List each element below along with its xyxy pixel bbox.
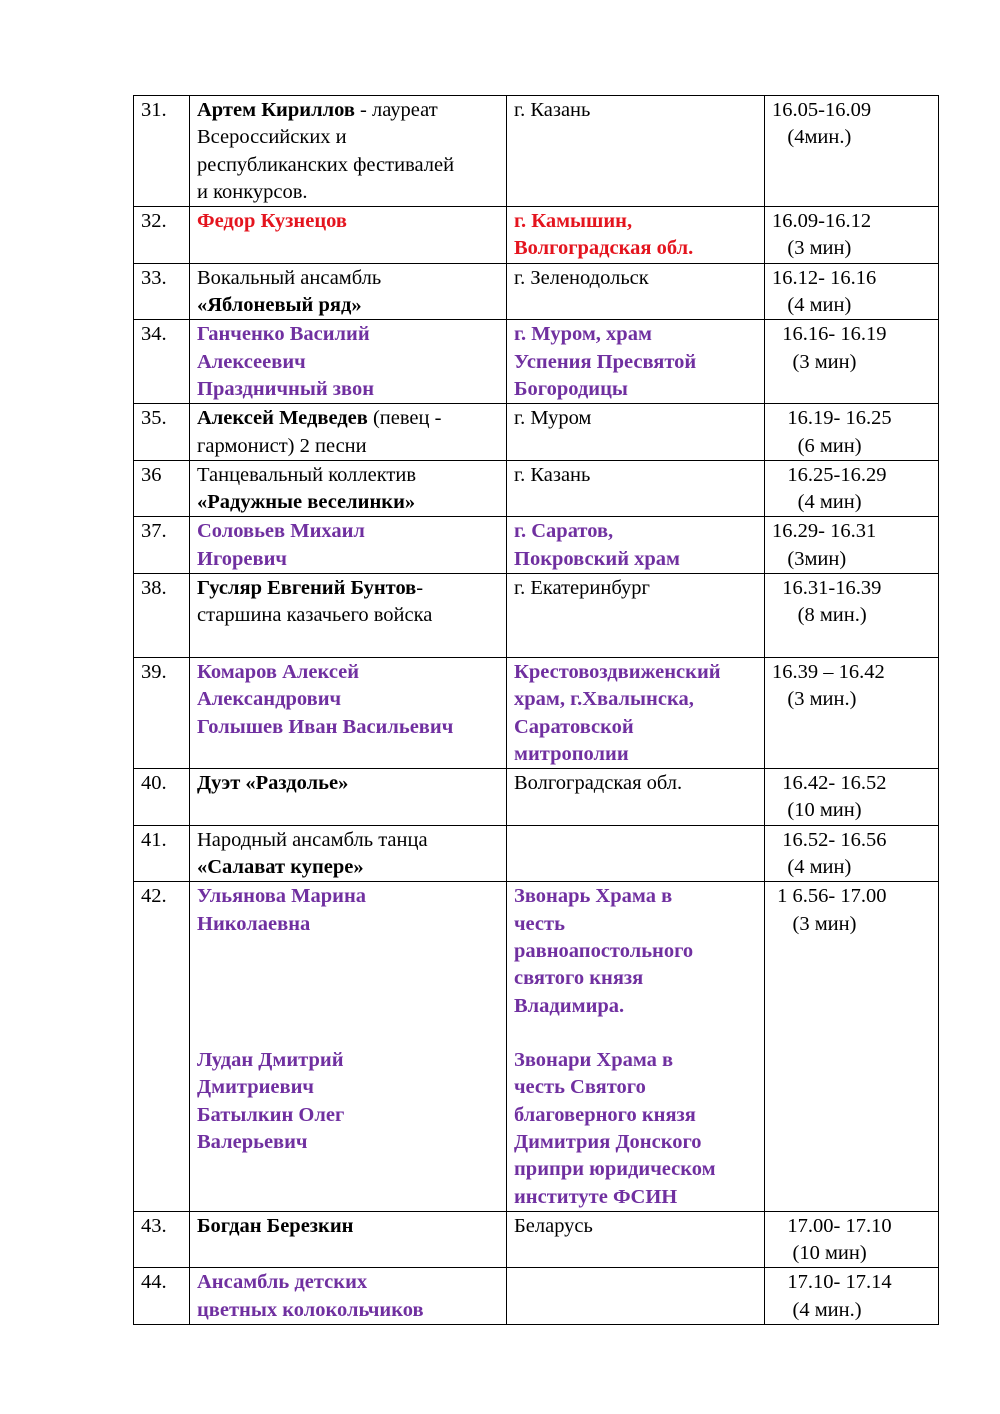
name-text: Соловьев Михаил Игоревич xyxy=(197,520,365,570)
name-text: Комаров Алексей Александрович Голышев Иван Васильевич xyxy=(197,660,454,738)
location-cell xyxy=(507,882,765,1212)
time-cell xyxy=(765,882,939,1212)
table-row xyxy=(134,207,939,264)
time-text: 17.10- 17.14 (4 мин.) xyxy=(787,1271,892,1321)
place-text: Звонарь Храма в честь равноапостольного святого князя Владимира. xyxy=(514,885,694,1017)
location-cell xyxy=(507,404,765,461)
row-number: 37. xyxy=(134,517,190,574)
name-text: Дуэт «Раздолье» xyxy=(197,772,349,795)
name-text: Федор Кузнецов xyxy=(197,210,347,233)
row-number: 34. xyxy=(134,320,190,404)
time-cell xyxy=(765,320,939,404)
performer-cell xyxy=(190,1268,507,1325)
location-cell xyxy=(507,1268,765,1325)
time-text: 16.29- 16.31 (3мин) xyxy=(772,520,877,570)
performer-cell xyxy=(190,404,507,461)
table-row xyxy=(134,263,939,320)
time-cell xyxy=(765,517,939,574)
table-row xyxy=(134,320,939,404)
name-text: «Яблоневый ряд» xyxy=(197,294,362,317)
location-cell xyxy=(507,574,765,658)
name-text: Народный ансамбль танца xyxy=(197,828,428,851)
performer-cell xyxy=(190,320,507,404)
location-cell xyxy=(507,769,765,826)
location-cell xyxy=(507,825,765,882)
row-number: 32. xyxy=(134,207,190,264)
location-cell xyxy=(507,320,765,404)
time-text: 16.39 – 16.42 (3 мин.) xyxy=(772,660,885,711)
time-cell xyxy=(765,574,939,658)
performer-cell xyxy=(190,460,507,517)
name-text: Гусляр Евгений Бунтов xyxy=(197,577,417,600)
performer-cell xyxy=(190,1211,507,1268)
time-text: 16.09-16.12 (3 мин) xyxy=(772,210,872,260)
time-text: 16.42- 16.52 (10 мин) xyxy=(782,772,887,822)
time-cell xyxy=(765,207,939,264)
place-text: г. Саратов, Покровский храм xyxy=(514,520,680,570)
place-text: г. Зеленодольск xyxy=(514,266,649,289)
place-text: Крестовоздвиженский храм, г.Хвалынска, Саратовской митрополии xyxy=(514,660,721,765)
name-text: Артем Кириллов xyxy=(197,99,355,121)
table-row xyxy=(134,657,939,768)
place-text: Звонари Храма в честь Святого благоверного князя Димитрия Донского припри юридическом институте ФСИН xyxy=(514,1049,716,1208)
performer-cell xyxy=(190,825,507,882)
time-cell xyxy=(765,657,939,768)
time-cell xyxy=(765,825,939,882)
time-text: 16.12- 16.16 (4 мин) xyxy=(772,266,877,317)
location-cell xyxy=(507,460,765,517)
time-cell xyxy=(765,769,939,826)
location-cell xyxy=(507,517,765,574)
place-text: г. Муром, храм Успения Пресвятой Богородицы xyxy=(514,323,697,400)
name-text: Танцевальный коллектив xyxy=(197,463,417,486)
table-row xyxy=(134,769,939,826)
schedule-body xyxy=(134,96,939,1325)
location-cell xyxy=(507,1211,765,1268)
name-text: Ансамбль детских цветных колокольчиков xyxy=(197,1271,424,1321)
performer-cell xyxy=(190,769,507,826)
name-text: Ганченко Василий Алексеевич Праздничный звон xyxy=(197,323,375,400)
location-cell xyxy=(507,96,765,207)
time-cell xyxy=(765,263,939,320)
name-text: «Радужные веселинки» xyxy=(197,491,416,514)
row-number: 35. xyxy=(134,404,190,461)
name-text: Ульянова Марина Николаевна xyxy=(197,885,367,935)
time-text: 1 6.56- 17.00 (3 мин) xyxy=(777,885,887,935)
name-text: (певец - гармонист) 2 песни xyxy=(197,407,442,457)
name-text: «Салават купере» xyxy=(197,856,364,879)
table-row xyxy=(134,1268,939,1325)
time-cell xyxy=(765,96,939,207)
schedule-table xyxy=(133,95,939,1325)
table-row xyxy=(134,517,939,574)
time-text: 16.16- 16.19 (3 мин) xyxy=(782,323,887,373)
performer-cell xyxy=(190,517,507,574)
location-cell xyxy=(507,263,765,320)
place-text: г. Казань xyxy=(514,99,591,121)
location-cell xyxy=(507,207,765,264)
name-text: - старшина казачьего войска xyxy=(197,577,433,627)
performer-cell xyxy=(190,657,507,768)
time-cell xyxy=(765,404,939,461)
time-cell xyxy=(765,1211,939,1268)
time-cell xyxy=(765,460,939,517)
name-text: Вокальный ансамбль xyxy=(197,266,382,289)
table-row xyxy=(134,96,939,207)
name-text: Богдан Березкин xyxy=(197,1214,354,1237)
row-number: 39. xyxy=(134,657,190,768)
place-text: Беларусь xyxy=(514,1214,593,1237)
table-row xyxy=(134,574,939,658)
performer-cell xyxy=(190,882,507,1212)
row-number: 40. xyxy=(134,769,190,826)
table-row xyxy=(134,825,939,882)
row-number: 33. xyxy=(134,263,190,320)
time-text: 16.52- 16.56 (4 мин) xyxy=(782,828,887,879)
performer-cell xyxy=(190,263,507,320)
row-number: 43. xyxy=(134,1211,190,1268)
time-text: 16.25-16.29 (4 мин) xyxy=(787,463,887,514)
performer-cell xyxy=(190,96,507,207)
time-cell xyxy=(765,1268,939,1325)
row-number: 31. xyxy=(134,96,190,207)
time-text: 17.00- 17.10 (10 мин) xyxy=(787,1214,892,1265)
performer-cell xyxy=(190,574,507,658)
name-text: Лудан Дмитрий Дмитриевич Батылкин Олег Валерьевич xyxy=(197,1049,345,1153)
place-text: г. Казань xyxy=(514,463,591,486)
time-text: 16.19- 16.25 (6 мин) xyxy=(787,407,892,457)
name-text: - лауреат Всероссийских и республиканских фестивалей и конкурсов. xyxy=(197,99,455,203)
place-text: г. Камышин, Волгоградская обл. xyxy=(514,210,694,260)
table-row xyxy=(134,1211,939,1268)
row-number: 42. xyxy=(134,882,190,1212)
time-text: 16.05-16.09 (4мин.) xyxy=(772,99,872,149)
table-row xyxy=(134,882,939,1212)
table-row xyxy=(134,404,939,461)
place-text: Волгоградская обл. xyxy=(514,772,683,795)
table-row xyxy=(134,460,939,517)
row-number: 44. xyxy=(134,1268,190,1325)
name-text: Алексей Медведев xyxy=(197,407,368,430)
place-text: г. Муром xyxy=(514,407,592,430)
place-text: г. Екатеринбург xyxy=(514,577,650,600)
location-cell xyxy=(507,657,765,768)
row-number: 38. xyxy=(134,574,190,658)
row-number: 36 xyxy=(134,460,190,517)
time-text: 16.31-16.39 (8 мин.) xyxy=(782,577,882,627)
performer-cell xyxy=(190,207,507,264)
row-number: 41. xyxy=(134,825,190,882)
